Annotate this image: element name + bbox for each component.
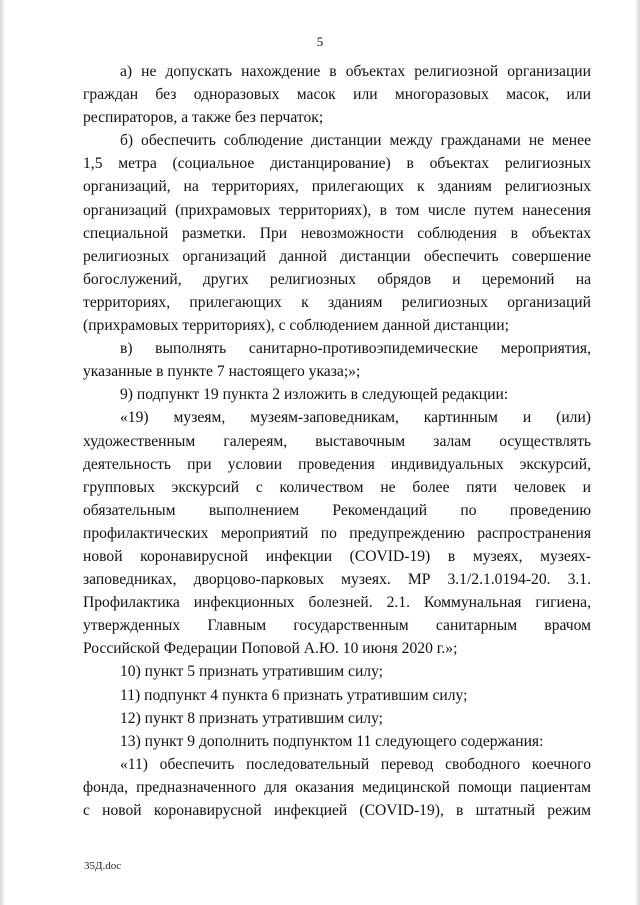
- text-line: указанные в пункте 7 настоящего указа;»;: [83, 363, 361, 381]
- text-line: деятельность при условии проведения индивидуальных экскурсий,: [83, 455, 591, 473]
- text-line: Российской Федерации Поповой А.Ю. 10 июня 2020 г.»;: [83, 640, 458, 658]
- text-line: 10) пункт 5 признать утратившим силу;: [120, 663, 384, 681]
- text-line: а) не допускать нахождение в объектах религиозной организации: [120, 63, 591, 80]
- text-line: Профилактика инфекционных болезней. 2.1. Коммунальная гигиена,: [83, 594, 591, 612]
- text-line: 1,5 метра (социальное дистанцирование) в объектах религиозных: [83, 155, 591, 173]
- page-number: 5: [316, 34, 324, 49]
- scan-edge-right: [634, 0, 640, 905]
- scan-edge-left: [0, 0, 6, 905]
- text-line: 13) пункт 9 дополнить подпунктом 11 следующего содержания:: [120, 732, 544, 750]
- text-line: профилактических мероприятий по предупреждению распространения: [83, 524, 591, 542]
- text-line: новой коронавирусной инфекции (COVID-19) в музеях, музеях-: [83, 547, 591, 565]
- text-line: художественным галереям, выставочным залам осуществлять: [83, 432, 591, 450]
- text-line: организаций, на территориях, прилегающих к зданиям религиозных: [83, 178, 591, 196]
- text-line: б) обеспечить соблюдение дистанции между гражданами не менее: [120, 132, 591, 150]
- text-line: богослужений, других религиозных обрядов и церемоний на: [83, 270, 591, 288]
- text-line: территориях, прилегающих к зданиям религиозных организаций: [83, 293, 591, 311]
- text-line: религиозных организаций данной дистанции обеспечить совершение: [83, 247, 591, 265]
- text-line: заповедниках, дворцово-парковых музеях. МР 3.1/2.1.0194-20. 3.1.: [83, 571, 591, 589]
- text-line: с новой коронавирусной инфекцией (COVID-19), в штатный режим: [83, 802, 591, 819]
- text-line: групповых экскурсий с количеством не более пяти человек и: [83, 478, 591, 496]
- text-line: специальной разметки. При невозможности соблюдения в объектах: [83, 224, 591, 242]
- text-line: «11) обеспечить последовательный перевод свободного коечного: [120, 755, 591, 773]
- text-line: 12) пункт 8 признать утратившим силу;: [120, 709, 384, 727]
- text-line: 11) подпункт 4 пункта 6 признать утратившим силу;: [120, 686, 468, 704]
- text-line: «19) музеям, музеям-заповедникам, картинным и (или): [120, 409, 591, 427]
- document-body: [83, 60, 591, 822]
- text-line: утвержденных Главным государственным санитарным врачом: [83, 617, 591, 635]
- text-line: обязательным выполнением Рекомендаций по проведению: [83, 501, 591, 519]
- text-line: граждан без одноразовых масок или многоразовых масок, или: [83, 86, 591, 104]
- text-line: в) выполнять санитарно-противоэпидемические мероприятия,: [120, 340, 591, 358]
- text-line: фонда, предназначенного для оказания медицинской помощи пациентам: [83, 778, 591, 796]
- text-line: респираторов, а также без перчаток;: [83, 109, 324, 127]
- text-line: 9) подпункт 19 пункта 2 изложить в следующей редакции:: [120, 386, 509, 404]
- text-line: (прихрамовых территориях), с соблюдением данной дистанции;: [83, 317, 509, 335]
- footer-filename: 35Д.doc: [84, 860, 122, 872]
- text-line: организаций (прихрамовых территориях), в том числе путем нанесения: [83, 201, 591, 219]
